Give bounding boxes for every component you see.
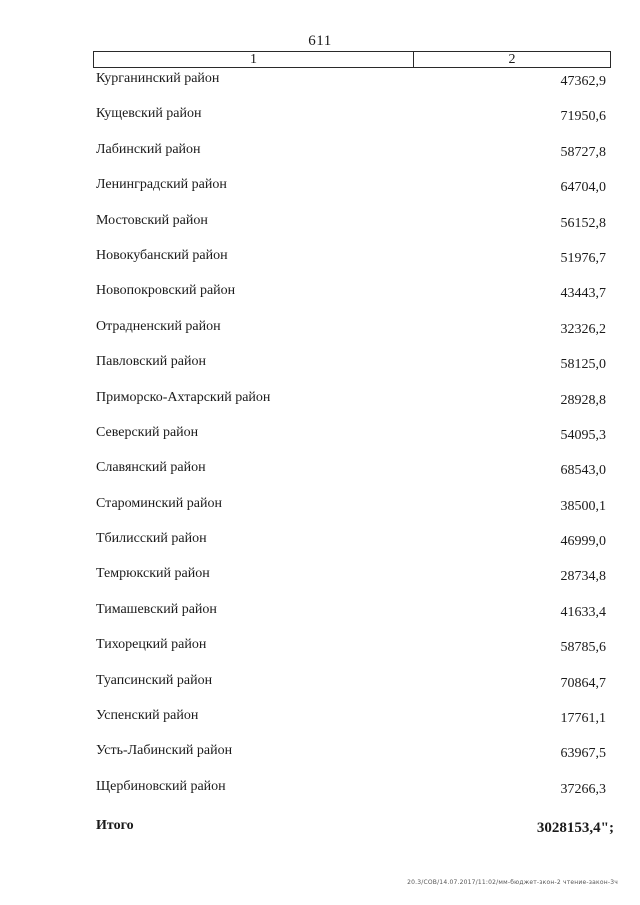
total-row (0, 818, 640, 838)
table-row (0, 673, 640, 708)
district-value: 71950,6 (560, 109, 606, 125)
table-header-col2: 2 (508, 52, 516, 67)
table-row (0, 319, 640, 354)
table-header (93, 51, 611, 68)
district-name: Лабинский район (96, 141, 201, 157)
district-value: 70864,7 (560, 675, 606, 691)
district-name: Староминский район (96, 495, 222, 511)
district-value: 58727,8 (560, 144, 606, 160)
district-name: Темрюкский район (96, 566, 210, 582)
district-name: Приморско-Ахтарский район (96, 389, 271, 405)
table-row (0, 743, 640, 778)
district-name: Туапсинский район (96, 672, 213, 688)
district-name: Щербиновский район (96, 778, 226, 794)
table-body (0, 71, 640, 814)
district-value: 58785,6 (560, 640, 606, 656)
table-row (0, 425, 640, 460)
district-value: 51976,7 (560, 250, 606, 266)
district-value: 46999,0 (560, 534, 606, 550)
district-name: Курганинский район (96, 71, 220, 86)
district-name: Новокубанский район (96, 247, 228, 263)
table-row (0, 390, 640, 425)
table-row (0, 496, 640, 531)
district-name: Ленинградский район (96, 177, 227, 193)
district-name: Павловский район (96, 354, 206, 370)
total-value: 3028153,4"; (536, 820, 614, 836)
district-value: 17761,1 (560, 711, 606, 727)
total-label: Итого (96, 818, 134, 833)
table-row (0, 708, 640, 743)
district-value: 68543,0 (560, 463, 606, 479)
table-row (0, 142, 640, 177)
district-value: 47362,9 (560, 74, 606, 89)
table-row (0, 602, 640, 637)
table-row (0, 177, 640, 212)
district-value: 58125,0 (560, 357, 606, 373)
district-name: Новопокровский район (96, 283, 236, 299)
table-row (0, 106, 640, 141)
district-name: Отрадненский район (96, 318, 221, 334)
district-value: 63967,5 (560, 746, 606, 762)
page-number: 611 (308, 33, 332, 49)
district-name: Тимашевский район (96, 601, 217, 617)
table-row (0, 637, 640, 672)
district-name: Усть-Лабинский район (96, 743, 233, 759)
district-name: Тихорецкий район (96, 637, 207, 653)
district-value: 32326,2 (560, 321, 606, 337)
table-row (0, 779, 640, 814)
district-value: 37266,3 (560, 781, 606, 797)
district-name: Тбилисский район (96, 531, 207, 547)
district-value: 56152,8 (560, 215, 606, 231)
district-name: Успенский район (96, 708, 199, 724)
district-value: 38500,1 (560, 498, 606, 514)
table-row (0, 460, 640, 495)
district-name: Северский район (96, 424, 199, 440)
district-value: 41633,4 (560, 604, 606, 620)
district-value: 64704,0 (560, 180, 606, 196)
district-value: 28734,8 (560, 569, 606, 585)
district-name: Кущевский район (96, 106, 202, 122)
district-value: 43443,7 (560, 286, 606, 302)
table-row (0, 354, 640, 389)
table-row (0, 283, 640, 318)
table-row (0, 248, 640, 283)
district-name: Мостовский район (96, 212, 208, 228)
table-row (0, 213, 640, 248)
table-header-col1: 1 (94, 52, 414, 67)
district-name: Славянский район (96, 460, 206, 476)
district-value: 54095,3 (560, 427, 606, 443)
table-row (0, 566, 640, 601)
table-row (0, 531, 640, 566)
footer-note: 20.3/СОВ/14.07.2017/11:02/мм-бюджет-зкон-2 чтение-закон-3ч (407, 879, 618, 886)
district-value: 28928,8 (560, 392, 606, 408)
table-row (0, 71, 640, 106)
